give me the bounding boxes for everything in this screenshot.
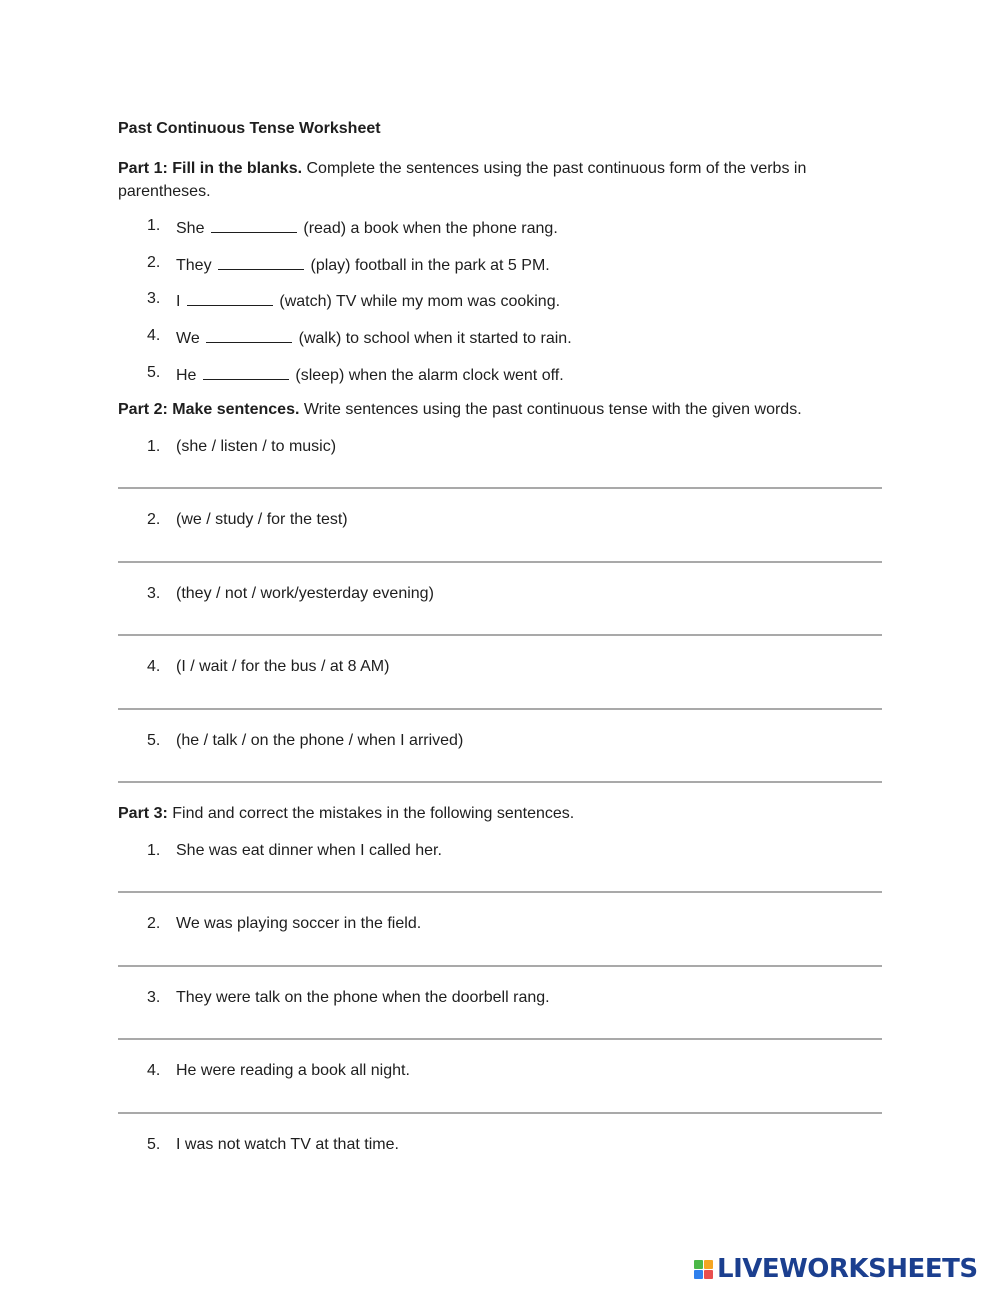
part2-label: Part 2: Make sentences.	[118, 401, 300, 418]
answer-line[interactable]	[118, 1038, 882, 1040]
logo-block	[704, 1270, 713, 1279]
item-start: He	[176, 367, 197, 384]
liveworksheets-logo	[694, 1256, 978, 1282]
part1-item-number: 1.	[147, 217, 161, 234]
item-start: I	[176, 293, 181, 310]
item-start: We	[176, 330, 200, 347]
logo-blocks-icon	[694, 1260, 713, 1279]
answer-line[interactable]	[118, 561, 882, 563]
part1-instruction-cont: parentheses.	[118, 183, 211, 200]
answer-blank[interactable]	[218, 255, 304, 270]
part2-instruction: Write sentences using the past continuous tense with the given words.	[299, 401, 802, 418]
part2-item: (he / talk / on the phone / when I arrived)	[176, 732, 464, 749]
part3-header	[118, 806, 574, 822]
part3-item: They were talk on the phone when the doorbell rang.	[176, 989, 550, 1006]
part2-item: (we / study / for the test)	[176, 511, 348, 528]
part1-item	[176, 291, 560, 310]
item-start: She	[176, 220, 205, 237]
item-start: They	[176, 257, 212, 274]
answer-blank[interactable]	[206, 328, 292, 343]
part2-item-number: 3.	[147, 585, 161, 602]
part1-item-number: 4.	[147, 327, 161, 344]
answer-line[interactable]	[118, 781, 882, 783]
part1-instruction: Complete the sentences using the past continuous form of the verbs in	[302, 160, 807, 177]
answer-blank[interactable]	[211, 218, 297, 233]
part3-item: I was not watch TV at that time.	[176, 1136, 399, 1153]
part2-item-number: 2.	[147, 511, 161, 528]
part3-item-number: 5.	[147, 1136, 161, 1153]
logo-block	[704, 1260, 713, 1269]
part1-item-number: 3.	[147, 290, 161, 307]
logo-block	[694, 1270, 703, 1279]
part2-item-number: 4.	[147, 658, 161, 675]
answer-line[interactable]	[118, 634, 882, 636]
part1-item	[176, 365, 564, 384]
part3-item-number: 3.	[147, 989, 161, 1006]
answer-line[interactable]	[118, 1112, 882, 1114]
part3-item: We was playing soccer in the field.	[176, 915, 422, 932]
answer-line[interactable]	[118, 891, 882, 893]
part1-item	[176, 255, 550, 274]
part1-label: Part 1: Fill in the blanks.	[118, 160, 303, 177]
answer-blank[interactable]	[203, 365, 289, 380]
part2-item: (they / not / work/yesterday evening)	[176, 585, 434, 602]
part3-item-number: 2.	[147, 915, 161, 932]
item-end: (watch) TV while my mom was cooking.	[279, 293, 561, 310]
part2-item: (I / wait / for the bus / at 8 AM)	[176, 658, 390, 675]
part3-instruction: Find and correct the mistakes in the following sentences.	[167, 805, 575, 822]
logo-block	[694, 1260, 703, 1269]
answer-blank[interactable]	[187, 291, 273, 306]
part3-item-number: 1.	[147, 842, 161, 859]
part1-item	[176, 218, 558, 237]
item-end: (read) a book when the phone rang.	[303, 220, 558, 237]
part3-item: She was eat dinner when I called her.	[176, 842, 442, 859]
part2-item-number: 5.	[147, 732, 161, 749]
worksheet-title: Past Continuous Tense Worksheet	[118, 120, 381, 137]
part2-header	[118, 402, 802, 418]
part1-item-number: 5.	[147, 364, 161, 381]
part3-item-number: 4.	[147, 1062, 161, 1079]
item-end: (sleep) when the alarm clock went off.	[295, 367, 564, 384]
part1-header	[118, 157, 838, 203]
answer-line[interactable]	[118, 965, 882, 967]
answer-line[interactable]	[118, 487, 882, 489]
part1-item	[176, 328, 572, 347]
answer-line[interactable]	[118, 708, 882, 710]
logo-text: LIVEWORKSHEETS	[717, 1254, 978, 1284]
part1-item-number: 2.	[147, 254, 161, 271]
item-end: (play) football in the park at 5 PM.	[310, 257, 550, 274]
part3-item: He were reading a book all night.	[176, 1062, 410, 1079]
part2-item: (she / listen / to music)	[176, 438, 337, 455]
part3-label: Part 3:	[118, 805, 168, 822]
part2-item-number: 1.	[147, 438, 161, 455]
item-end: (walk) to school when it started to rain.	[298, 330, 572, 347]
